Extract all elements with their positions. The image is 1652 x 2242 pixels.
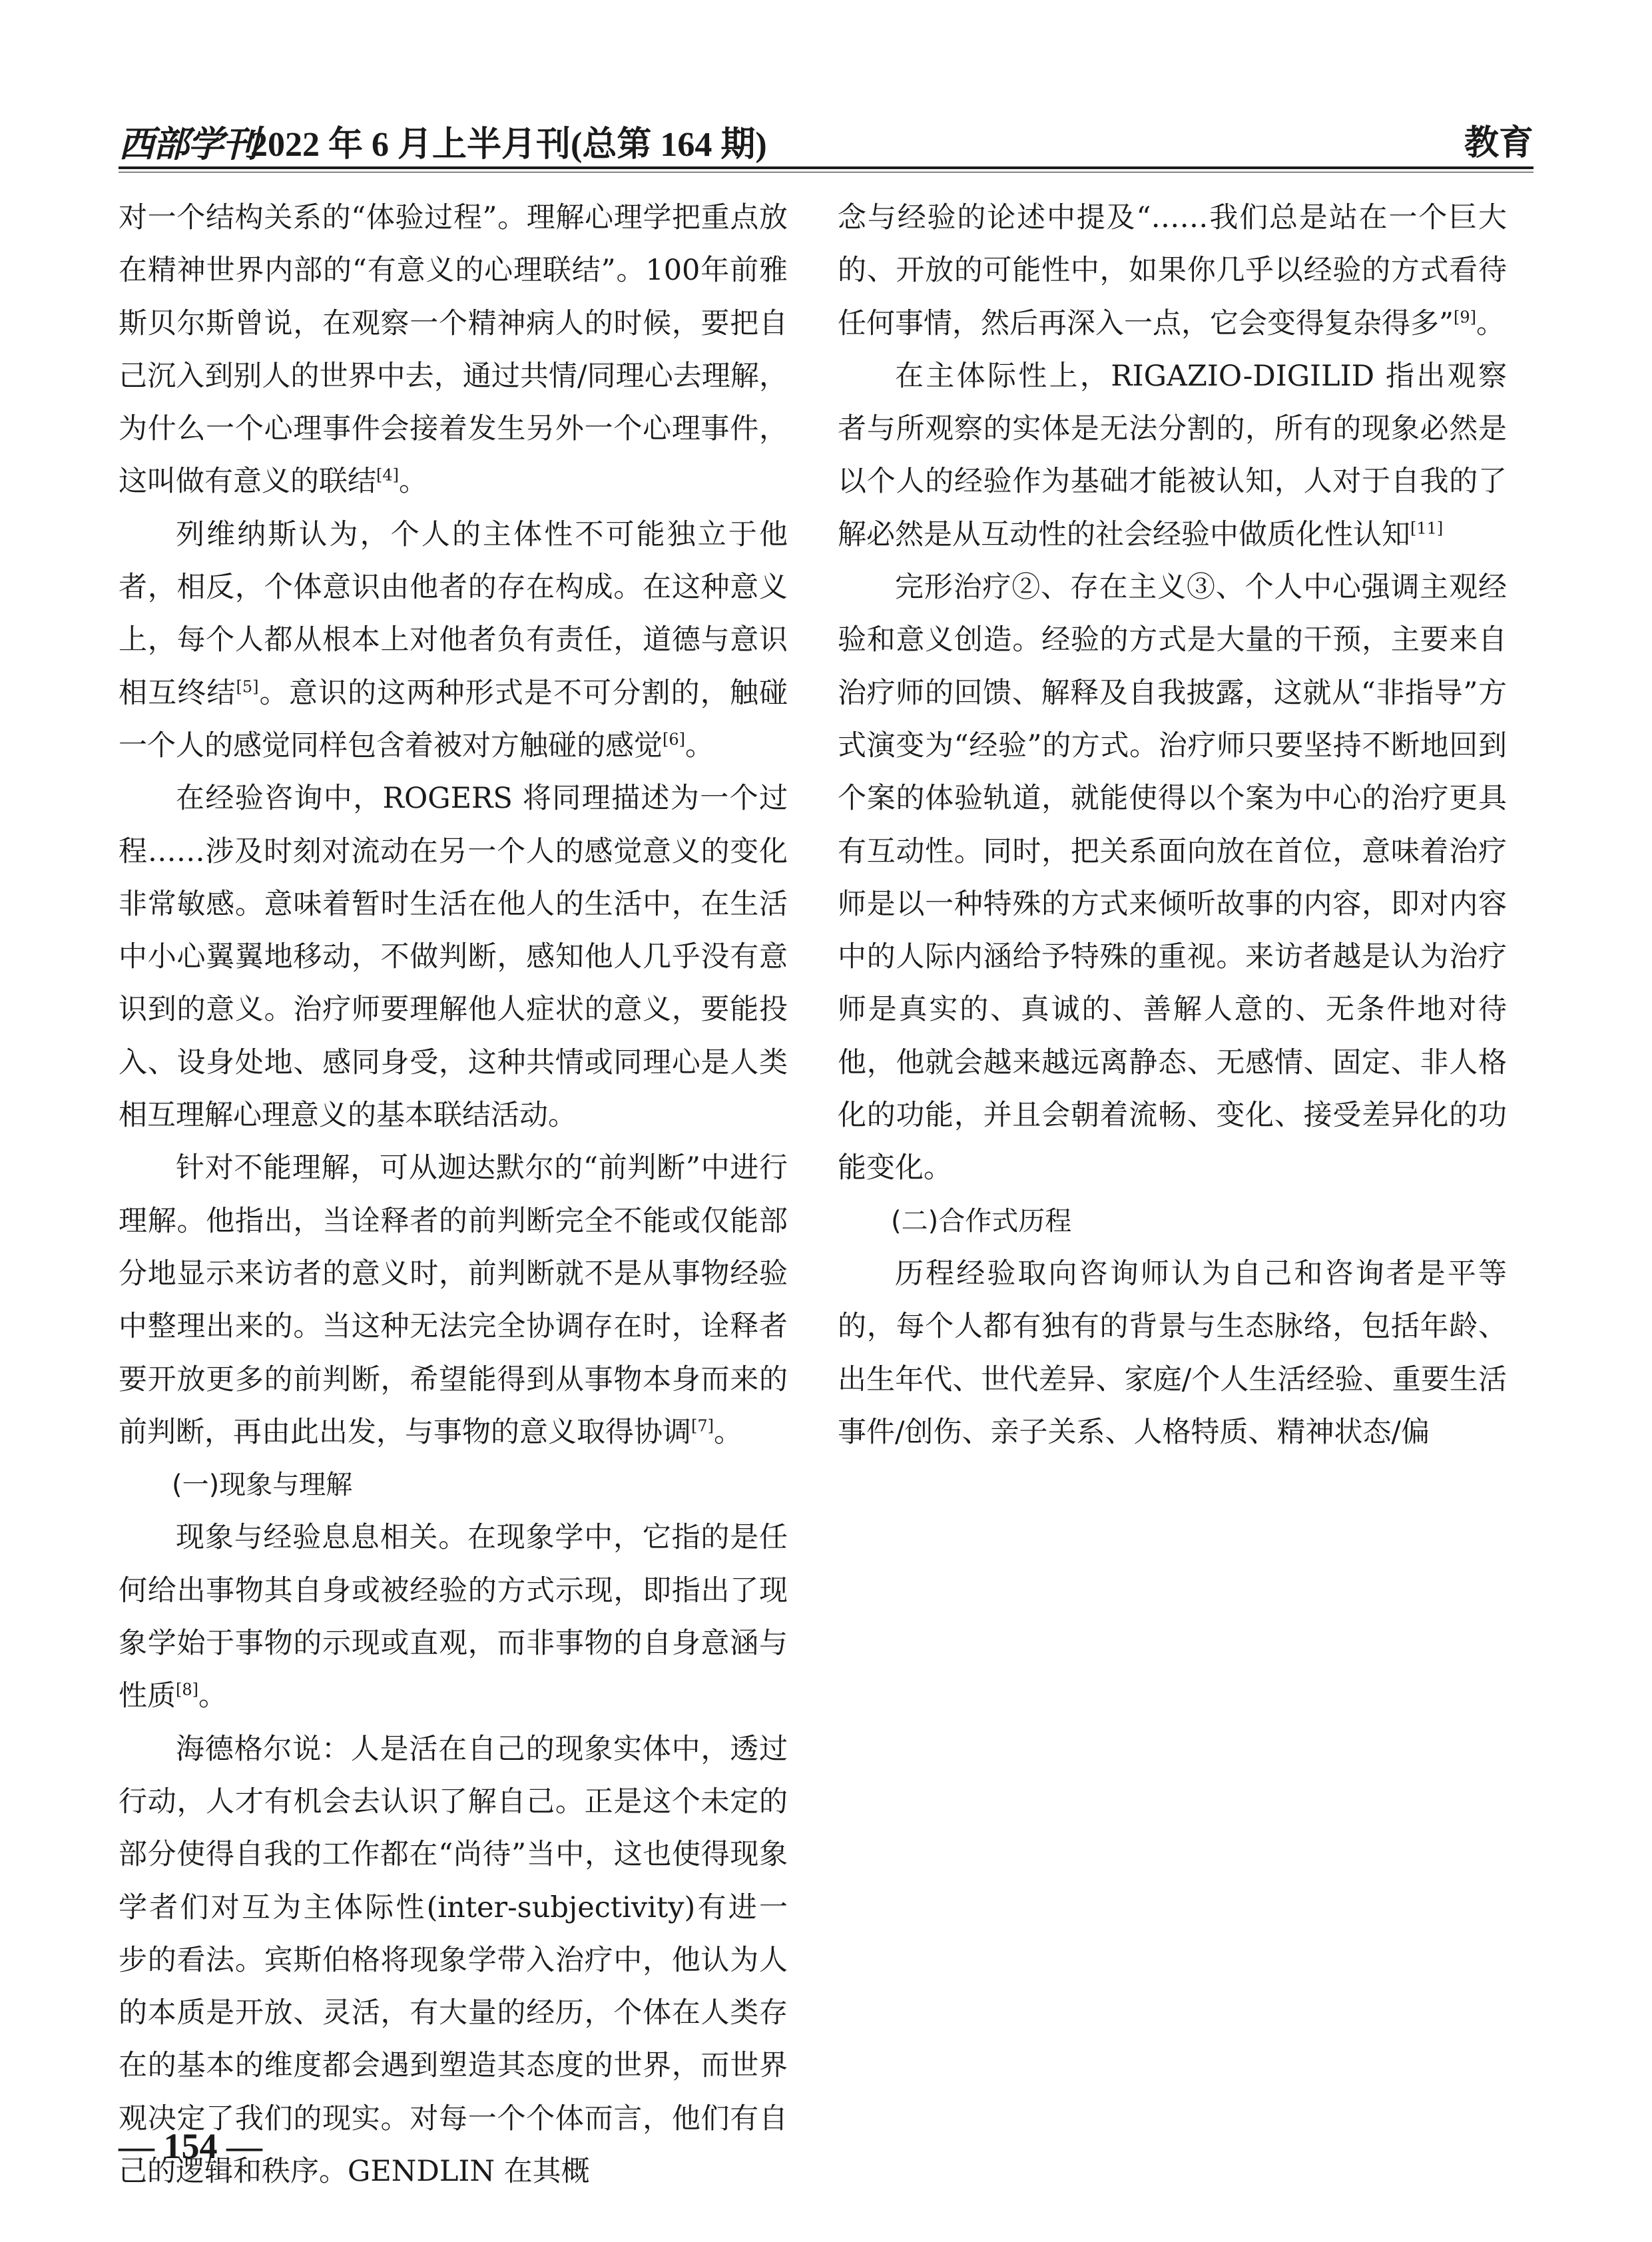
citation-ref: [8] bbox=[176, 1680, 198, 1699]
header-rule bbox=[119, 166, 1533, 169]
citation-ref: [11] bbox=[1410, 519, 1444, 538]
page-header bbox=[119, 112, 1533, 165]
paragraph-text: 。 bbox=[714, 1415, 742, 1449]
paragraph-text: 。 bbox=[198, 1679, 227, 1713]
citation-ref: [9] bbox=[1453, 308, 1476, 327]
paragraph-text: 。 bbox=[685, 728, 714, 762]
citation-ref: [4] bbox=[376, 466, 399, 485]
paragraph bbox=[119, 192, 788, 509]
left-column bbox=[119, 192, 788, 2198]
paragraph-text: 针对不能理解，可从迦达默尔的“前判断”中进行理解。他指出，当诠释者的前判断完全不能或仅能部分地显示来访者的意义时，前判断就不是从事物经验中整理出来的。当这种无法完全协调存在时，诠释者要开放更多的前判断，希望能得到从事物本身而来的前判断，再由此出发，与事物的意义取得协调 bbox=[119, 1151, 788, 1449]
paragraph bbox=[119, 509, 788, 772]
paragraph-text: 现象与经验息息相关。在现象学中，它指的是任何给出事物其自身或被经验的方式示现，即指出了现象学始于事物的示现或直观，而非事物的自身意涵与性质 bbox=[119, 1521, 788, 1713]
paragraph-text: 海德格尔说：人是活在自己的现象实体中，透过行动，人才有机会去认识了解自己。正是这个未定的部分使得自我的工作都在“尚待”当中，这也使得现象学者们对互为主体际性(inter-subjectivity)有进一步的看法。宾斯伯格将现象学带入治疗中，他认为人的本质是开放、灵活，有大量的经历，个体在人类存在的基本的维度都会遇到塑造其态度的世界，而世界观决定了我们的现实。对每一个个体而言，他们有自己的逻辑和秩序。GENDLIN 在其概 bbox=[119, 1732, 788, 2188]
paragraph-text: 对一个结构关系的“体验过程”。理解心理学把重点放在精神世界内部的“有意义的心理联结”。100年前雅斯贝尔斯曾说，在观察一个精神病人的时候，要把自己沉入到别人的世界中去，通过共情/同理心去理解，为什么一个心理事件会接着发生另外一个心理事件，这叫做有意义的联结 bbox=[119, 201, 788, 499]
paragraph bbox=[119, 1142, 788, 1459]
page-number: — 154 — bbox=[119, 2126, 262, 2166]
paragraph-text: 在经验咨询中，ROGERS 将同理描述为一个过程……涉及时刻对流动在另一个人的感觉意义的变化非常敏感。意味着暂时生活在他人的生活中，在生活中小心翼翼地移动，不做判断，感知他人几乎没有意识到的意义。治疗师要理解他人症状的意义，要能投入、设身处地、感同身受，这种共情或同理心是人类相互理解心理意义的基本联结活动。 bbox=[119, 782, 788, 1133]
section-heading: (二)合作式历程 bbox=[891, 1205, 1072, 1237]
citation-ref: [5] bbox=[236, 677, 259, 697]
paragraph-text: 念与经验的论述中提及“……我们总是站在一个巨大的、开放的可能性中，如果你几乎以经验的方式看待任何事情，然后再深入一点，它会变得复杂得多” bbox=[838, 201, 1507, 340]
paragraph-text: 在主体际性上，RIGAZIO-DIGILID 指出观察者与所观察的实体是无法分割的，所有的现象必然是以个人的经验作为基础才能被认知，人对于自我的了解必然是从互动性的社会经验中做质化性认知 bbox=[838, 359, 1507, 551]
paragraph-text: 完形治疗②、存在主义③、个人中心强调主观经验和意义创造。经验的方式是大量的干预，主要来自治疗师的回馈、解释及自我披露，这就从“非指导”方式演变为“经验”的方式。治疗师只要坚持不断地回到个案的体验轨道，就能使得以个案为中心的治疗更具有互动性。同时，把关系面向放在首位，意味着治疗师是以一种特殊的方式来倾听故事的内容，即对内容中的人际内涵给予特殊的重视。来访者越是认为治疗师是真实的、真诚的、善解人意的、无条件地对待他，他就会越来越远离静态、无感情、固定、非人格化的功能，并且会朝着流畅、变化、接受差异化的功能变化。 bbox=[838, 571, 1507, 1185]
paragraph bbox=[119, 1512, 788, 1723]
right-column bbox=[838, 192, 1507, 1459]
paragraph bbox=[838, 350, 1507, 561]
section-heading: (一)现象与理解 bbox=[172, 1470, 353, 1501]
paragraph-text: 历程经验取向咨询师认为自己和咨询者是平等的，每个人都有独有的背景与生态脉络，包括年龄、出生年代、世代差异、家庭/个人生活经验、重要生活事件/创伤、亲子关系、人格特质、精神状态/偏 bbox=[838, 1257, 1507, 1449]
paragraph bbox=[838, 1248, 1507, 1459]
paragraph-text: 。意识的这两种形式是不可分割的，触碰一个人的感觉同样包含着被对方触碰的感觉 bbox=[119, 676, 788, 762]
paragraph-text: 列维纳斯认为，个人的主体性不可能独立于他者，相反，个体意识由他者的存在构成。在这种意义上，每个人都从根本上对他者负有责任，道德与意识相互终结 bbox=[119, 517, 788, 710]
section-label: 教育 bbox=[1464, 123, 1533, 163]
citation-ref: [6] bbox=[663, 730, 685, 749]
paragraph bbox=[838, 192, 1507, 350]
journal-logo: 西部学刊 bbox=[119, 123, 257, 165]
citation-ref: [7] bbox=[691, 1416, 714, 1436]
issue-info: 2022 年 6 月上半月刊(总第 164 期) bbox=[250, 126, 767, 164]
paragraph bbox=[838, 561, 1507, 1195]
paragraph-text: 。 bbox=[399, 465, 427, 499]
paragraph-text: 。 bbox=[1476, 306, 1505, 340]
paragraph bbox=[119, 772, 788, 1142]
